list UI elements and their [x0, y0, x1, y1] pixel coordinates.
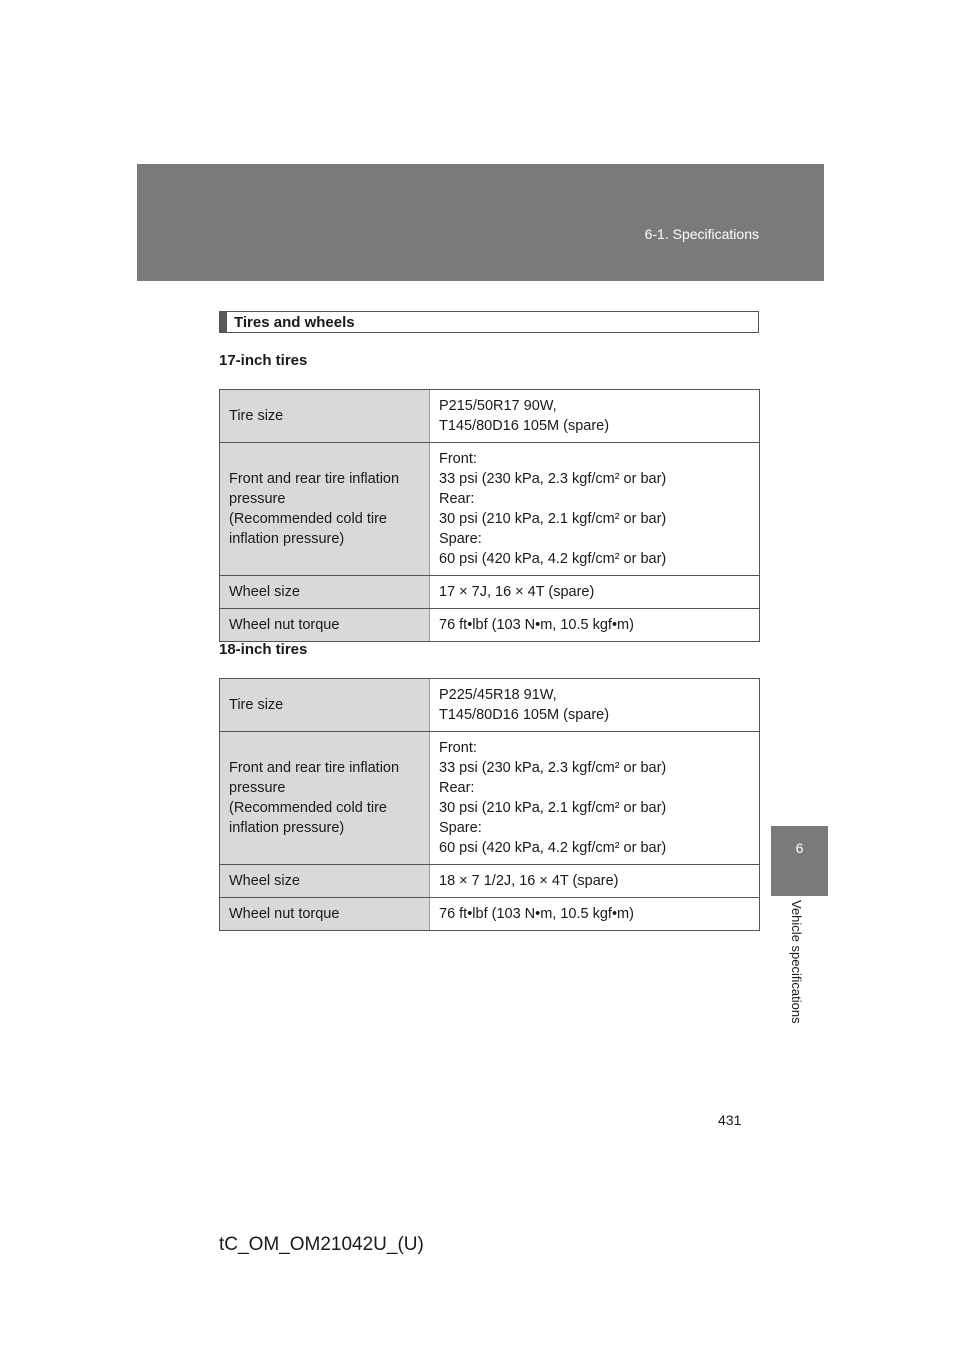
value-line: Spare: [439, 531, 482, 547]
label-line: Front and rear tire inflation [229, 471, 400, 487]
value-line: 76 ft•lbf (103 N•m, 10.5 kgf•m) [439, 906, 634, 922]
table-row [220, 609, 760, 642]
row-value [430, 576, 760, 609]
row-value [430, 609, 760, 642]
table-row [220, 865, 760, 898]
value-line: 17 × 7J, 16 × 4T (spare) [439, 584, 595, 600]
label-line: pressure [229, 491, 286, 507]
row-value [430, 898, 760, 931]
section-title-box [219, 311, 759, 333]
value-line: Rear: [439, 780, 475, 796]
row-label [220, 865, 430, 898]
value-line: 33 psi (230 kPa, 2.3 kgf/cm² or bar) [439, 760, 667, 776]
document-code: tC_OM_OM21042U_(U) [219, 1234, 424, 1255]
table-row [220, 898, 760, 931]
label-line: inflation pressure) [229, 531, 345, 547]
value-line: 33 psi (230 kPa, 2.3 kgf/cm² or bar) [439, 471, 667, 487]
header-section-title: 6-1. Specifications [644, 226, 759, 242]
label-line: Tire size [229, 697, 284, 713]
value-line: T145/80D16 105M (spare) [439, 707, 610, 723]
value-line: P225/45R18 91W, [439, 687, 557, 703]
label-line: Front and rear tire inflation [229, 760, 400, 776]
label-line: Wheel size [229, 584, 300, 600]
row-value [430, 865, 760, 898]
label-line: (Recommended cold tire [229, 511, 387, 527]
row-value [430, 443, 760, 576]
table-row [220, 732, 760, 865]
spec-table-17in [219, 389, 760, 642]
label-line: (Recommended cold tire [229, 800, 387, 816]
table-heading-18in: 18-inch tires [219, 641, 308, 658]
value-line: Front: [439, 740, 477, 756]
value-line: 60 psi (420 kPa, 4.2 kgf/cm² or bar) [439, 551, 667, 567]
table-row [220, 443, 760, 576]
value-line: Spare: [439, 820, 482, 836]
section-title-marker [220, 312, 227, 332]
row-label [220, 609, 430, 642]
chapter-tab [771, 826, 828, 896]
value-line: 30 psi (210 kPa, 2.1 kgf/cm² or bar) [439, 511, 667, 527]
chapter-label: Vehicle specifications [789, 900, 804, 1024]
chapter-label-vertical [788, 900, 808, 1050]
row-label [220, 679, 430, 732]
value-line: 60 psi (420 kPa, 4.2 kgf/cm² or bar) [439, 840, 667, 856]
chapter-number: 6 [795, 840, 804, 856]
row-label [220, 390, 430, 443]
label-line: pressure [229, 780, 286, 796]
value-line: T145/80D16 105M (spare) [439, 418, 610, 434]
value-line: 76 ft•lbf (103 N•m, 10.5 kgf•m) [439, 617, 634, 633]
section-title: Tires and wheels [234, 313, 355, 331]
row-value [430, 390, 760, 443]
value-line: Rear: [439, 491, 475, 507]
row-value [430, 732, 760, 865]
label-line: Wheel nut torque [229, 906, 340, 922]
row-value [430, 679, 760, 732]
table-row [220, 576, 760, 609]
page-number: 431 [718, 1112, 742, 1128]
row-label [220, 576, 430, 609]
label-line: Tire size [229, 408, 284, 424]
spec-table-18in [219, 678, 760, 931]
row-label [220, 443, 430, 576]
page-header-band [137, 164, 824, 281]
label-line: Wheel size [229, 873, 300, 889]
row-label [220, 732, 430, 865]
row-label [220, 898, 430, 931]
table-row [220, 679, 760, 732]
value-line: 18 × 7 1/2J, 16 × 4T (spare) [439, 873, 619, 889]
label-line: inflation pressure) [229, 820, 345, 836]
table-heading-17in: 17-inch tires [219, 352, 308, 369]
value-line: P215/50R17 90W, [439, 398, 557, 414]
value-line: 30 psi (210 kPa, 2.1 kgf/cm² or bar) [439, 800, 667, 816]
table-row [220, 390, 760, 443]
value-line: Front: [439, 451, 477, 467]
label-line: Wheel nut torque [229, 617, 340, 633]
